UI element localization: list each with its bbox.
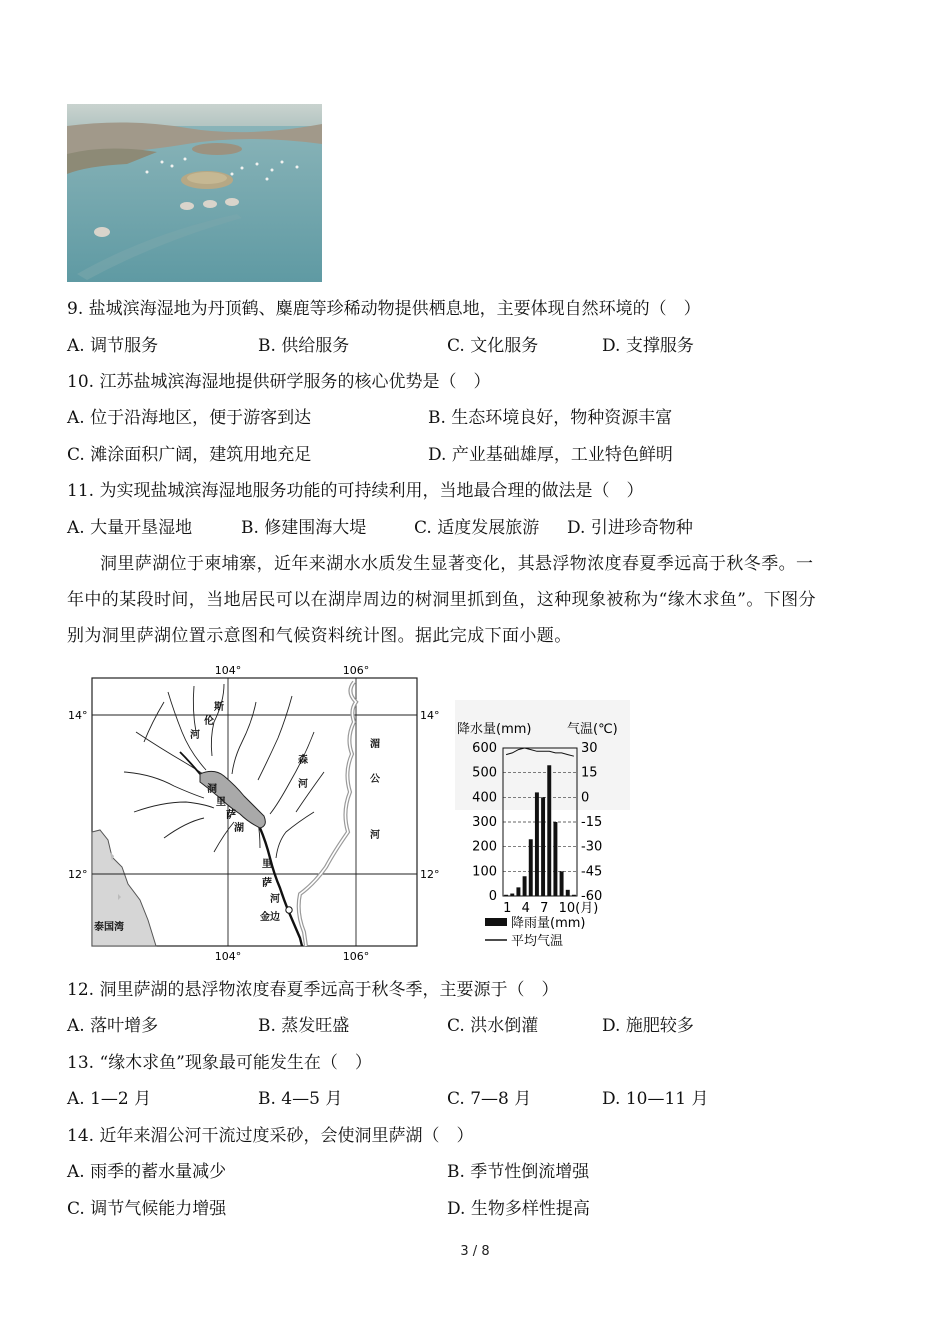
chart-left-tick-label: 200 xyxy=(472,839,497,855)
chart-legend-precip: 降雨量(mm) xyxy=(511,916,586,931)
chart-x-tick-label: 1 xyxy=(503,901,512,916)
chart-ylabel-right: 气温(℃) xyxy=(567,722,618,737)
label-senriver-1: 森 xyxy=(298,755,308,766)
label-tonlesap-river-1: 里 xyxy=(262,859,272,870)
q11-option-c: C. 适度发展旅游 xyxy=(414,518,540,538)
chart-x-tick-label: 10(月) xyxy=(558,901,599,916)
chart-precip-bar xyxy=(572,895,576,896)
chart-right-tick-label: -60 xyxy=(581,889,603,904)
chart-precip-bar xyxy=(547,765,551,896)
q9-option-a: A. 调节服务 xyxy=(67,336,159,356)
chart-right-tick-label: -15 xyxy=(581,815,603,830)
chart-x-tick-label: 4 xyxy=(521,901,530,916)
label-lake-4: 湖 xyxy=(234,823,244,834)
q11-option-b: B. 修建围海大堤 xyxy=(241,518,367,538)
question-10-stem: 10. 江苏盐城滨海湿地提供研学服务的核心优势是（ ） xyxy=(67,372,491,392)
lat-label-12-left: 12° xyxy=(68,868,88,881)
lon-label-104-bottom: 104° xyxy=(214,950,242,962)
chart-legend-temperature: 平均气温 xyxy=(511,934,564,949)
label-lake-2: 里 xyxy=(216,797,226,808)
chart-left-tick-label: 0 xyxy=(488,889,497,904)
q13-option-d: D. 10—11 月 xyxy=(602,1089,709,1109)
question-11-stem: 11. 为实现盐城滨海湿地服务功能的可持续利用，当地最合理的做法是（ ） xyxy=(67,481,644,501)
chart-left-tick-label: 500 xyxy=(472,765,497,781)
chart-right-tick-label: -45 xyxy=(581,864,603,880)
q13-option-b: B. 4—5 月 xyxy=(258,1089,343,1109)
chart-right-tick-label: -30 xyxy=(581,839,603,855)
q13-option-a: A. 1—2 月 xyxy=(67,1089,152,1109)
passage-line-3: 别为洞里萨湖位置示意图和气候资料统计图。据此完成下面小题。 xyxy=(67,626,572,646)
chart-precip-bar xyxy=(516,887,520,896)
q13-option-c: C. 7—8 月 xyxy=(447,1089,532,1109)
wetland-photo xyxy=(67,104,322,282)
q12-option-a: A. 落叶增多 xyxy=(67,1016,159,1036)
lon-label-104-top: 104° xyxy=(214,664,242,677)
q9-option-c: C. 文化服务 xyxy=(447,336,539,356)
chart-precip-bar xyxy=(529,839,533,896)
chart-left-tick-label: 100 xyxy=(472,864,497,880)
tonle-sap-location-map xyxy=(64,662,444,962)
chart-precip-bar xyxy=(504,895,508,896)
q11-option-a: A. 大量开垦湿地 xyxy=(67,518,193,538)
label-tonlesap-river-2: 萨 xyxy=(262,878,272,889)
chart-right-tick-label: 30 xyxy=(581,741,598,756)
climate-chart xyxy=(455,700,630,955)
chart-precip-bar xyxy=(560,871,564,896)
label-phnom-penh: 金边 xyxy=(260,912,280,923)
q9-option-b: B. 供给服务 xyxy=(258,336,350,356)
q10-option-b: B. 生态环境良好，物种资源丰富 xyxy=(428,408,673,428)
chart-x-tick-label: 7 xyxy=(540,901,549,916)
chart-right-tick-label: 15 xyxy=(581,765,598,781)
label-gulf-of-thailand: 泰国湾 xyxy=(94,922,124,933)
label-mekong-1: 湄 xyxy=(370,739,380,750)
lat-label-12-right: 12° xyxy=(420,868,440,881)
q10-option-c: C. 滩涂面积广阔，建筑用地充足 xyxy=(67,445,312,465)
lon-label-106-bottom: 106° xyxy=(342,950,370,962)
label-mekong-2: 公 xyxy=(370,774,380,785)
q10-option-a: A. 位于沿海地区，便于游客到达 xyxy=(67,408,312,428)
chart-precip-bar xyxy=(553,822,557,896)
q12-option-c: C. 洪水倒灌 xyxy=(447,1016,539,1036)
passage-line-1: 洞里萨湖位于柬埔寨，近年来湖水水质发生显著变化，其悬浮物浓度春夏季远高于秋冬季。一 xyxy=(100,554,814,574)
label-senriver-2: 河 xyxy=(298,779,308,790)
lat-label-14-left: 14° xyxy=(68,709,88,722)
page-number: 3 / 8 xyxy=(460,1244,490,1259)
chart-ylabel-left: 降水量(mm) xyxy=(457,722,532,737)
label-tonlesap-river-3: 河 xyxy=(270,894,280,905)
label-lake-1: 洞 xyxy=(207,784,217,795)
chart-precip-bar xyxy=(523,876,527,896)
question-9-stem: 9. 盐城滨海湿地为丹顶鹤、麋鹿等珍稀动物提供栖息地，主要体现自然环境的（ ） xyxy=(67,299,701,319)
chart-precip-bar xyxy=(566,890,570,896)
q10-option-d: D. 产业基础雄厚，工业特色鲜明 xyxy=(428,445,673,465)
label-sen-2: 伦 xyxy=(204,716,214,727)
chart-precip-bar xyxy=(535,792,539,896)
q11-option-d: D. 引进珍奇物种 xyxy=(567,518,693,538)
q12-option-b: B. 蒸发旺盛 xyxy=(258,1016,350,1036)
chart-precip-bar xyxy=(541,797,545,896)
label-sen-1: 斯 xyxy=(214,702,224,713)
chart-left-tick-label: 300 xyxy=(472,815,497,830)
label-mekong-3: 河 xyxy=(370,830,380,841)
question-12-stem: 12. 洞里萨湖的悬浮物浓度春夏季远高于秋冬季，主要源于（ ） xyxy=(67,980,559,1000)
question-13-stem: 13. “缘木求鱼”现象最可能发生在（ ） xyxy=(67,1053,372,1073)
q14-option-c: C. 调节气候能力增强 xyxy=(67,1199,227,1219)
chart-legend-swatch-bar xyxy=(485,918,507,926)
q14-option-b: B. 季节性倒流增强 xyxy=(447,1162,590,1182)
q14-option-d: D. 生物多样性提高 xyxy=(447,1199,590,1219)
lat-label-14-right: 14° xyxy=(420,709,440,722)
chart-left-tick-label: 600 xyxy=(472,741,497,756)
question-14-stem: 14. 近年来湄公河干流过度采砂，会使洞里萨湖（ ） xyxy=(67,1126,474,1146)
q9-option-d: D. 支撑服务 xyxy=(602,336,694,356)
q14-option-a: A. 雨季的蓄水量减少 xyxy=(67,1162,227,1182)
lon-label-106-top: 106° xyxy=(342,664,370,677)
chart-precip-bar xyxy=(510,894,514,896)
chart-right-tick-label: 0 xyxy=(581,790,590,806)
q12-option-d: D. 施肥较多 xyxy=(602,1016,694,1036)
label-lake-3: 萨 xyxy=(226,810,236,821)
chart-left-tick-label: 400 xyxy=(472,790,497,806)
label-sen-3: 河 xyxy=(190,730,200,741)
passage-line-2: 年中的某段时间，当地居民可以在湖岸周边的树洞里抓到鱼，这种现象被称为“缘木求鱼”。下图分 xyxy=(67,590,816,610)
